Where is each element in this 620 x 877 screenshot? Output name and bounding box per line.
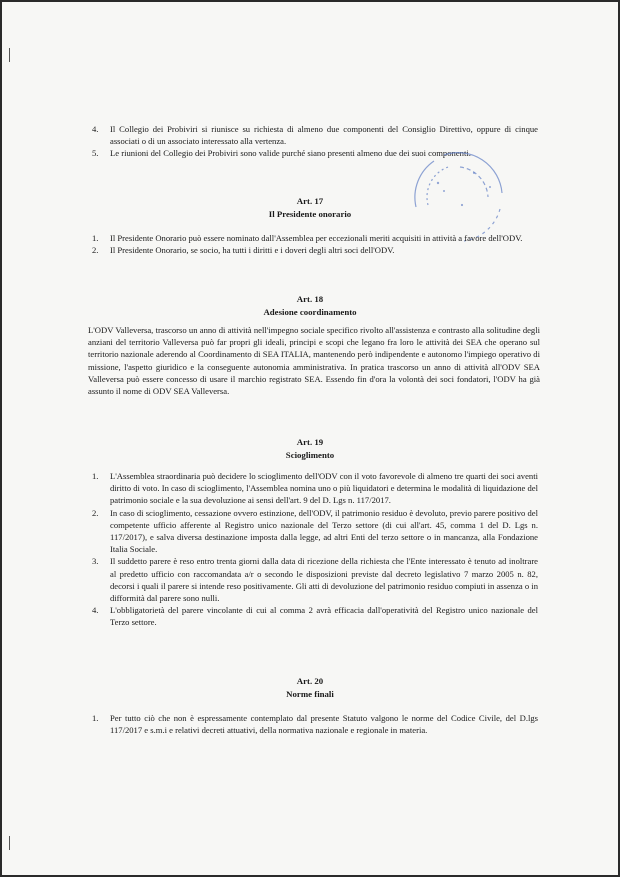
- art18-paragraph: L'ODV Valleversa, trascorso un anno di attività nell'impegno sociale specifico rivolto all'assistenza e contrasto alla solitudine degli anziani del territorio Valleversa può far propri gli ideali, principi e scopi che legano fra loro le attività dei SEA che operano sul territorio nazionale aderendo al Coordinamento di SEA ITALIA, mantenendo però indipendente e autonomo l'impiego operativo di missione, l'aspetto giuridico e la conseguente autonomia amministrativa. In pratica trascorso un anno di attività all'ODV SEA Valleversa può essere concesso di usare il marchio registrato SEA. Essendo fin d'ora la volontà dei soci fondatori, l'ODV ha già assunto il nome di ODV SEA Valleversa.: [88, 325, 540, 397]
- art19-list: [92, 470, 538, 629]
- list-item: 4. L'obbligatorietà del parere vincolante di cui al comma 2 avrà efficacia dall'operatività del Registro unico nazionale del Terzo settore.: [92, 605, 538, 628]
- list-item: 1. Il Presidente Onorario può essere nominato dall'Assemblea per eccezionali meriti acquisiti in attività a favore dell'ODV.: [92, 233, 523, 243]
- article-number: Art. 20: [296, 676, 324, 686]
- article-title: Il Presidente onorario: [268, 209, 352, 219]
- art20-list: [92, 712, 538, 736]
- binder-mark: [9, 836, 10, 850]
- art17-list: [92, 232, 538, 256]
- article-number: Art. 19: [296, 437, 324, 447]
- list-item: 5. Le riunioni del Collegio dei Probiviri sono valide purché siano presenti almeno due dei suoi componenti.: [92, 148, 471, 159]
- list-item: 1. L'Assemblea straordinaria può decidere lo scioglimento dell'ODV con il voto favorevole di almeno tre quarti dei soci aventi diritto di voto. In caso di scioglimento, l'Assemblea nomina uno o più liquidatori e determina le modalità di liquidazione del patrimonio sociale e la sua devoluzione ai sensi dell'art. 9 del D. Lgs n. 117/2017.: [92, 471, 538, 506]
- article-title: Scioglimento: [285, 450, 335, 460]
- scan-border-left: [0, 0, 2, 877]
- article-title: Norme finali: [286, 689, 334, 699]
- binder-mark: [9, 48, 10, 62]
- list-item: 1. Per tutto ciò che non è espressamente contemplato dal presente Statuto valgono le norme del Codice Civile, del D.lgs 117/2017 e s.m.i e relativi decreti attuativi, della normativa nazionale e regionale in materia.: [92, 713, 538, 736]
- list-item: 3. Il suddetto parere è reso entro trenta giorni dalla data di ricezione della richiesta che l'Ente interessato è tenuto ad inoltrare al predetto ufficio con raccomandata a/r o secondo le disposizioni previste dal decreto legislativo 7 marzo 2005 n. 82, decorsi i quali il parere si intende reso positivamente. Gli atti di devoluzione del patrimonio residuo compiuti in assenza o in difformità dal parere sono nulli.: [92, 556, 538, 604]
- article-number: Art. 18: [296, 294, 324, 304]
- article-number: Art. 17: [296, 196, 324, 206]
- list-item: 2. In caso di scioglimento, cessazione ovvero estinzione, dell'ODV, il patrimonio residuo è devoluto, previo parere positivo del competente ufficio afferente al Registro unico nazionale del Terzo settore (di cui all'art. 45, comma 1 del D. Lgs n. 117/2017), e salva diversa destinazione imposta dalla legge, ad altri Enti del terzo settore o in mancanza, alla Fondazione Italia Sociale.: [92, 507, 538, 555]
- list-item: 2. Il Presidente Onorario, se socio, ha tutti i diritti e i doveri degli altri soci dell'ODV.: [92, 245, 395, 256]
- article-title: Adesione coordinamento: [263, 307, 357, 317]
- scan-border-top: [0, 0, 620, 2]
- list-item: 4. Il Collegio dei Probiviri si riunisce su richiesta di almeno due componenti del Consiglio Direttivo, oppure di cinque associati o di un associato interessato alla vertenza.: [92, 124, 538, 147]
